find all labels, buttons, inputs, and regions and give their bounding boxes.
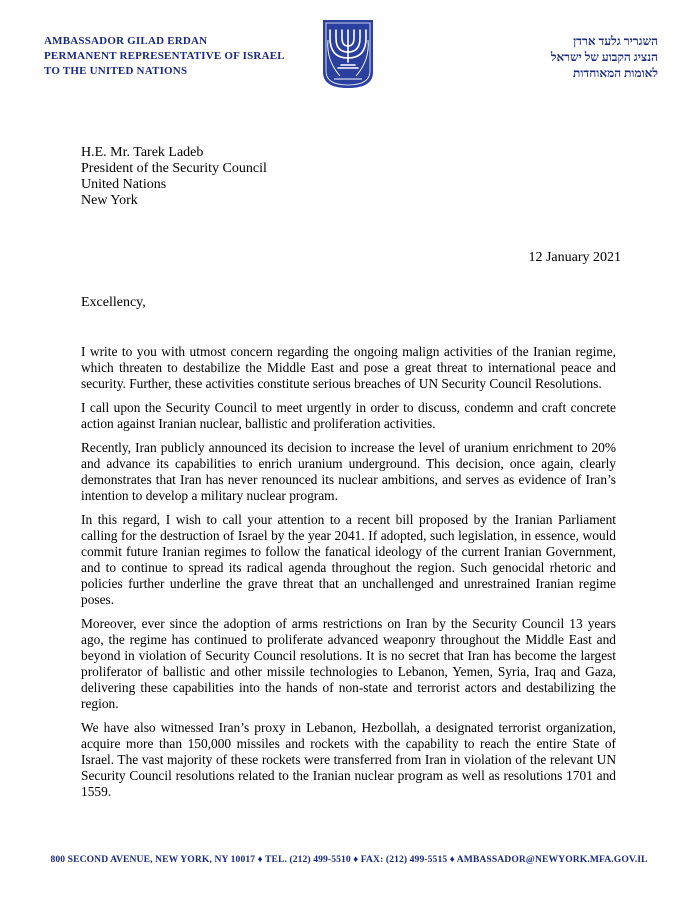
letterhead-left-line: AMBASSADOR GILAD ERDAN: [44, 35, 208, 47]
recipient-line: United Nations: [81, 177, 167, 192]
letterhead-right-line: השגריר גלעד ארדן: [573, 34, 658, 48]
letter-date: 12 January 2021: [528, 250, 621, 265]
body-paragraph: Moreover, ever since the adoption of arms restrictions on Iran by the Security Council 13 years ago, the regime has continued to proliferate advanced weaponry throughout the Middle East and beyond in violation of Security Council resolutions. It is no secret that Iran has become the largest proliferator of ballistic and other missile technologies to Lebanon, Yemen, Syria, Iraq and Gaza, delivering these capabilities into the hands of non-state and terrorist actors and destabilizing the region.: [81, 616, 616, 711]
letterhead-right-line: הנציג הקבוע של ישראל: [550, 50, 658, 64]
recipient-line: President of the Security Council: [81, 161, 267, 176]
recipient-line: New York: [81, 193, 138, 208]
menorah-emblem-icon: [320, 18, 376, 90]
letter-body: [81, 344, 616, 808]
salutation: Excellency,: [81, 295, 146, 310]
letterhead-left-line: PERMANENT REPRESENTATIVE OF ISRAEL: [44, 50, 285, 62]
letterhead-footer: 800 SECOND AVENUE, NEW YORK, NY 10017 ♦ TEL. (212) 499-5510 ♦ FAX: (212) 499-5515 ♦ AMBASSADOR@NEWYORK.MFA.GOV.IL: [50, 854, 648, 865]
body-paragraph: Recently, Iran publicly announced its decision to increase the level of uranium enrichment to 20% and advance its capabilities to enrich uranium underground. This decision, once again, clearly demonstrates that Iran has never renounced its nuclear ambitions, and serves as evidence of Iran’s intention to develop a military nuclear program.: [81, 440, 616, 503]
body-paragraph: I call upon the Security Council to meet urgently in order to discuss, condemn and craft concrete action against Iranian nuclear, ballistic and proliferation activities.: [81, 400, 616, 431]
letterhead-right-hebrew: [551, 33, 658, 81]
recipient-address: [81, 145, 267, 209]
body-paragraph: I write to you with utmost concern regarding the ongoing malign activities of the Iranian regime, which threaten to destabilize the Middle East and pose a great threat to international peace and security. Further, these activities constitute serious breaches of UN Security Council Resolutions.: [81, 344, 616, 391]
recipient-line: H.E. Mr. Tarek Ladeb: [81, 145, 204, 160]
letterhead-left-line: TO THE UNITED NATIONS: [44, 65, 188, 77]
body-paragraph: We have also witnessed Iran’s proxy in Lebanon, Hezbollah, a designated terrorist organization, acquire more than 150,000 missiles and rockets with the capability to reach the entire State of Israel. The vast majority of these rockets were transferred from Iran in violation of the relevant UN Security Council resolutions related to the Iranian nuclear program as well as resolutions 1701 and 1559.: [81, 720, 616, 799]
body-paragraph: In this regard, I wish to call your attention to a recent bill proposed by the Iranian Parliament calling for the destruction of Israel by the year 2041. If adopted, such legislation, in essence, would commit future Iranian regimes to follow the fanatical ideology of the current Iranian Government, and to continue to spread its radical agenda throughout the region. Such genocidal rhetoric and policies further underline the grave threat that an unchallenged and unrestrained Iranian regime poses.: [81, 512, 616, 607]
letterhead-right-line: לאומות המאוחדות: [573, 66, 658, 80]
letterhead-left: [44, 34, 285, 79]
